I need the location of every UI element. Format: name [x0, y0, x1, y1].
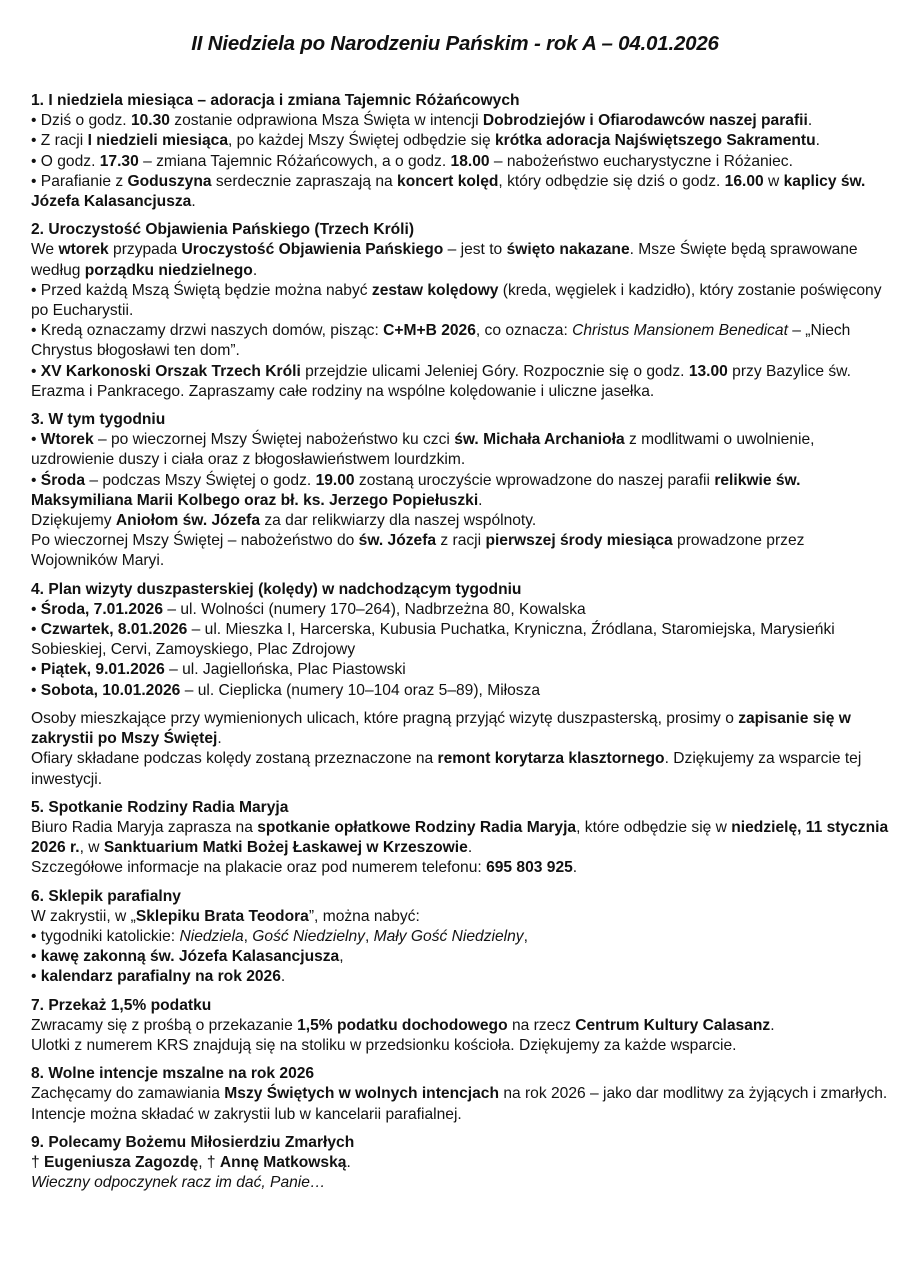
bold-text: I niedzieli miesiąca — [87, 132, 228, 150]
text: • — [31, 621, 41, 639]
text: • Przed każdą Mszą Świętą będzie można nabyć — [31, 281, 372, 299]
announcement-section-6 — [31, 887, 891, 988]
text: – ul. Mieszka I, Harcerska, Kubusia Puchatka, Kryniczna, Źródlana, Staromiejska, Marysieńki Sobieskiej, Cervi, Zamoyskiego, Plac Zdrojowy — [31, 621, 835, 659]
announcements-content — [31, 91, 891, 1201]
announcement-paragraph — [31, 321, 891, 361]
text: . Msze Święte będą sprawowane według — [31, 241, 858, 279]
text: , które odbędzie się w — [576, 818, 732, 836]
announcement-paragraph — [31, 967, 891, 987]
announcement-paragraph — [31, 818, 891, 858]
text: . — [280, 968, 286, 986]
text: Zwracamy się z prośbą o przekazanie — [31, 1016, 298, 1034]
text: Osoby mieszkające przy wymienionych ulicach, które pragną przyjąć wizytę duszpasterską, prosimy o — [31, 709, 739, 727]
announcement-paragraph — [31, 660, 891, 680]
italic-text: Niedziela — [179, 927, 244, 945]
italic-text: Wieczny odpoczynek racz im dać, Panie… — [31, 1174, 326, 1192]
announcement-paragraph — [31, 172, 891, 212]
text: . — [815, 132, 820, 150]
bold-text: kawę zakonną św. Józefa Kalasancjusza — [40, 948, 340, 966]
announcement-section-7 — [31, 996, 891, 1057]
text: z modlitwami o uwolnienie, uzdrowienie duszy i ciała oraz z błogosławieństwem lourdzkim. — [31, 431, 815, 469]
bold-text: 19.00 — [315, 471, 355, 489]
announcement-section-8 — [31, 1064, 891, 1125]
bold-text: Annę Matkowską — [219, 1153, 347, 1171]
bold-text: kaplicy św. Józefa Kalasancjusza — [31, 172, 866, 211]
announcement-paragraph — [31, 1016, 891, 1036]
bold-text: krótka adoracja Najświętszego Sakramentu — [494, 132, 816, 150]
bold-text: koncert kolęd — [397, 172, 499, 190]
text: – po wieczornej Mszy Świętej nabożeństwo ku czci — [93, 431, 455, 449]
text: . — [191, 193, 196, 211]
text: • — [31, 661, 41, 679]
announcement-section-9 — [31, 1133, 891, 1194]
announcement-paragraph — [31, 471, 891, 511]
announcement-paragraph — [31, 620, 891, 660]
text: • O godz. — [31, 152, 100, 170]
text: , — [364, 927, 374, 945]
text: na rok 2026 – jako dar modlitwy za żyjących i zmarłych. Intencje można składać w zakrystii lub w kancelarii parafialnej. — [31, 1085, 888, 1123]
text: – podczas Mszy Świętej o godz. — [85, 471, 316, 489]
announcement-paragraph — [31, 749, 891, 789]
text: – zmiana Tajemnic Różańcowych, a o godz. — [138, 152, 451, 170]
text: . — [807, 112, 813, 130]
announcement-paragraph — [31, 907, 891, 927]
bold-text: Czwartek, 8.01.2026 — [40, 621, 188, 639]
announcement-section-3 — [31, 410, 891, 572]
text: • — [31, 600, 41, 618]
italic-text: Mały Gość Niedzielny — [373, 927, 524, 945]
bold-text: porządku niedzielnego — [84, 261, 253, 279]
text: , w — [79, 839, 104, 857]
text: – ul. Wolności (numery 170–264), Nadbrzeżna 80, Kowalska — [163, 600, 586, 618]
text: • Z racji — [31, 132, 88, 150]
text: • Dziś o godz. — [31, 112, 131, 130]
bold-text: Centrum Kultury Calasanz — [575, 1016, 771, 1034]
text: . — [252, 261, 258, 279]
bold-text: Eugeniusza Zagozdę — [44, 1153, 199, 1171]
text: • — [31, 471, 41, 489]
bold-text: relikwie św. Maksymiliana Marii Kolbego oraz bł. ks. Jerzego Popiełuszki — [31, 471, 801, 509]
announcement-section-1 — [31, 91, 891, 212]
text: . — [572, 859, 578, 877]
text: (kreda, węgielek i kadzidło), który zostanie poświęcony po Eucharystii. — [31, 281, 882, 320]
text: • — [31, 362, 41, 380]
section-heading: 9. Polecamy Bożemu Miłosierdziu Zmarłych — [31, 1133, 355, 1151]
bold-text: Sanktuarium Matki Bożej Łaskawej w Krzeszowie — [103, 839, 468, 857]
text: • — [31, 431, 41, 449]
announcement-paragraph — [31, 362, 891, 402]
bold-text: 10.30 — [130, 112, 170, 130]
bold-text: pierwszej środy miesiąca — [485, 532, 673, 550]
text: – ul. Cieplicka (numery 10–104 oraz 5–89), Miłosza — [180, 681, 541, 699]
announcement-paragraph — [31, 531, 891, 571]
bold-text: kalendarz parafialny na rok 2026 — [40, 968, 281, 986]
bold-text: 18.00 — [450, 152, 490, 170]
text: • Kredą oznaczamy drzwi naszych domów, pisząc: — [31, 322, 384, 340]
text: . — [467, 839, 473, 857]
announcement-paragraph — [31, 1036, 891, 1056]
bold-text: 17.30 — [99, 152, 139, 170]
text: Biuro Radia Maryja zaprasza na — [31, 818, 258, 836]
bold-text: Aniołom św. Józefa — [115, 512, 261, 530]
bold-text: niedzielę, 11 stycznia 2026 r. — [31, 818, 889, 857]
text: prowadzone przez Wojowników Maryi. — [31, 532, 805, 570]
text: We — [31, 241, 59, 259]
text: zostaną uroczyście wprowadzone do naszej parafii — [354, 471, 715, 489]
bold-text: Sobota, 10.01.2026 — [40, 681, 181, 699]
document-title: II Niedziela po Narodzeniu Pańskim - rok A – 04.01.2026 — [191, 32, 719, 55]
bold-text: święto nakazane — [506, 241, 630, 259]
text: w — [763, 172, 784, 190]
section-heading: 1. I niedziela miesiąca – adoracja i zmiana Tajemnic Różańcowych — [31, 92, 520, 109]
announcement-paragraph — [31, 240, 891, 280]
text: Po wieczornej Mszy Świętej – nabożeństwo do — [31, 532, 359, 550]
bold-text: C+M+B 2026 — [383, 322, 476, 340]
italic-text: Gość Niedzielny — [252, 927, 365, 945]
bold-text: św. Józefa — [358, 532, 437, 550]
section-heading: 7. Przekaż 1,5% podatku — [31, 996, 212, 1014]
text: • — [31, 968, 41, 986]
text: • — [31, 681, 41, 699]
text: . — [478, 491, 483, 509]
text: serdecznie zapraszają na — [211, 172, 398, 190]
text: Ulotki z numerem KRS znajdują się na stoliku w przedsionku kościoła. Dziękujemy za każde wsparcie. — [31, 1036, 737, 1054]
announcement-paragraph — [31, 927, 891, 947]
text: z racji — [436, 532, 486, 550]
bold-text: Wtorek — [40, 431, 94, 449]
announcement-paragraph — [31, 947, 891, 967]
section-heading: 5. Spotkanie Rodziny Radia Maryja — [31, 798, 289, 816]
text: przejdzie ulicami Jeleniej Góry. Rozpocznie się o godz. — [300, 362, 689, 380]
text: , — [243, 927, 253, 945]
text: , — [523, 927, 528, 945]
bold-text: 1,5% podatku dochodowego — [297, 1016, 508, 1034]
bold-text: św. Michała Archanioła — [454, 431, 625, 449]
announcement-section-5 — [31, 798, 891, 879]
announcement-paragraph — [31, 111, 891, 131]
bold-text: Piątek, 9.01.2026 — [40, 661, 165, 679]
text: ”, można nabyć: — [308, 907, 420, 925]
announcement-paragraph — [31, 1153, 891, 1173]
text: • Parafianie z — [31, 172, 128, 190]
text: , — [339, 948, 344, 966]
bold-text: wtorek — [58, 241, 109, 259]
text: – „Niech Chrystus błogosławi ten dom”. — [31, 322, 851, 360]
bold-text: Dobrodziejów i Ofiarodawców naszej parafii — [482, 112, 808, 130]
bold-text: Mszy Świętych w wolnych intencjach — [224, 1085, 499, 1103]
bold-text: Środa, 7.01.2026 — [40, 600, 164, 618]
text: , po każdej Mszy Świętej odbędzie się — [228, 132, 495, 150]
section-heading: 6. Sklepik parafialny — [31, 887, 181, 905]
italic-text: Christus Mansionem Benedicat — [572, 322, 788, 340]
bold-text: XV Karkonoski Orszak Trzech Króli — [40, 362, 301, 380]
section-heading: 3. W tym tygodniu — [31, 411, 166, 429]
text: – jest to — [443, 241, 507, 259]
text: . — [217, 730, 222, 748]
announcement-paragraph — [31, 281, 891, 321]
text: , co oznacza: — [475, 322, 573, 340]
text: Szczegółowe informacje na plakacie oraz pod numerem telefonu: — [31, 859, 487, 877]
text: . — [770, 1016, 775, 1034]
bold-text: Goduszyna — [127, 172, 212, 190]
announcement-paragraph — [31, 858, 891, 878]
announcement-paragraph — [31, 600, 891, 620]
section-heading: 4. Plan wizyty duszpasterskiej (kolędy) w nadchodzącym tygodniu — [31, 580, 522, 598]
bold-text: Środa — [40, 471, 85, 489]
text: Dziękujemy — [31, 512, 116, 530]
announcement-section-4 — [31, 580, 891, 790]
bold-text: 13.00 — [688, 362, 728, 380]
text: . — [346, 1153, 351, 1171]
text: • — [31, 948, 41, 966]
text: – nabożeństwo eucharystyczne i Różaniec. — [489, 152, 793, 170]
bold-text: zestaw kolędowy — [371, 281, 499, 299]
announcement-paragraph — [31, 681, 891, 701]
text: , który odbędzie się dziś o godz. — [498, 172, 725, 190]
section-heading: 2. Uroczystość Objawienia Pańskiego (Trzech Króli) — [31, 221, 415, 239]
bold-text: spotkanie opłatkowe Rodziny Radia Maryja — [257, 818, 577, 836]
text: • tygodniki katolickie: — [31, 927, 180, 945]
text: , † — [198, 1153, 220, 1171]
text: zostanie odprawiona Msza Święta w intencji — [169, 112, 483, 130]
text: † — [31, 1153, 45, 1171]
text: W zakrystii, w „ — [31, 907, 136, 925]
announcement-paragraph — [31, 511, 891, 531]
text: przy Bazylice św. Erazma i Pankracego. Zapraszamy całe rodziny na wspólne kolędowanie i uliczne jasełka. — [31, 362, 851, 400]
bold-text: 16.00 — [724, 172, 764, 190]
announcement-paragraph — [31, 152, 891, 172]
bold-text: zapisanie się w zakrystii po Mszy Świętej — [31, 709, 851, 748]
announcement-paragraph — [31, 131, 891, 151]
text: Ofiary składane podczas kolędy zostaną przeznaczone na — [31, 750, 438, 768]
section-heading: 8. Wolne intencje mszalne na rok 2026 — [31, 1065, 315, 1083]
bold-text: Uroczystość Objawienia Pańskiego — [181, 241, 444, 259]
text: na rzecz — [507, 1016, 576, 1034]
bold-text: 695 803 925 — [486, 859, 573, 877]
text: za dar relikwiarzy dla naszej wspólnoty. — [260, 512, 537, 530]
announcement-paragraph — [31, 1173, 891, 1193]
text: Zachęcamy do zamawiania — [31, 1085, 225, 1103]
announcement-paragraph — [31, 430, 891, 470]
announcement-paragraph — [31, 709, 891, 749]
text: – ul. Jagiellońska, Plac Piastowski — [164, 661, 406, 679]
text: przypada — [108, 241, 182, 259]
bold-text: remont korytarza klasztornego — [437, 750, 665, 768]
announcement-paragraph — [31, 1084, 891, 1124]
announcement-section-2 — [31, 220, 891, 402]
text: . Dziękujemy za wsparcie tej inwestycji. — [31, 750, 862, 788]
bold-text: Sklepiku Brata Teodora — [135, 907, 309, 925]
